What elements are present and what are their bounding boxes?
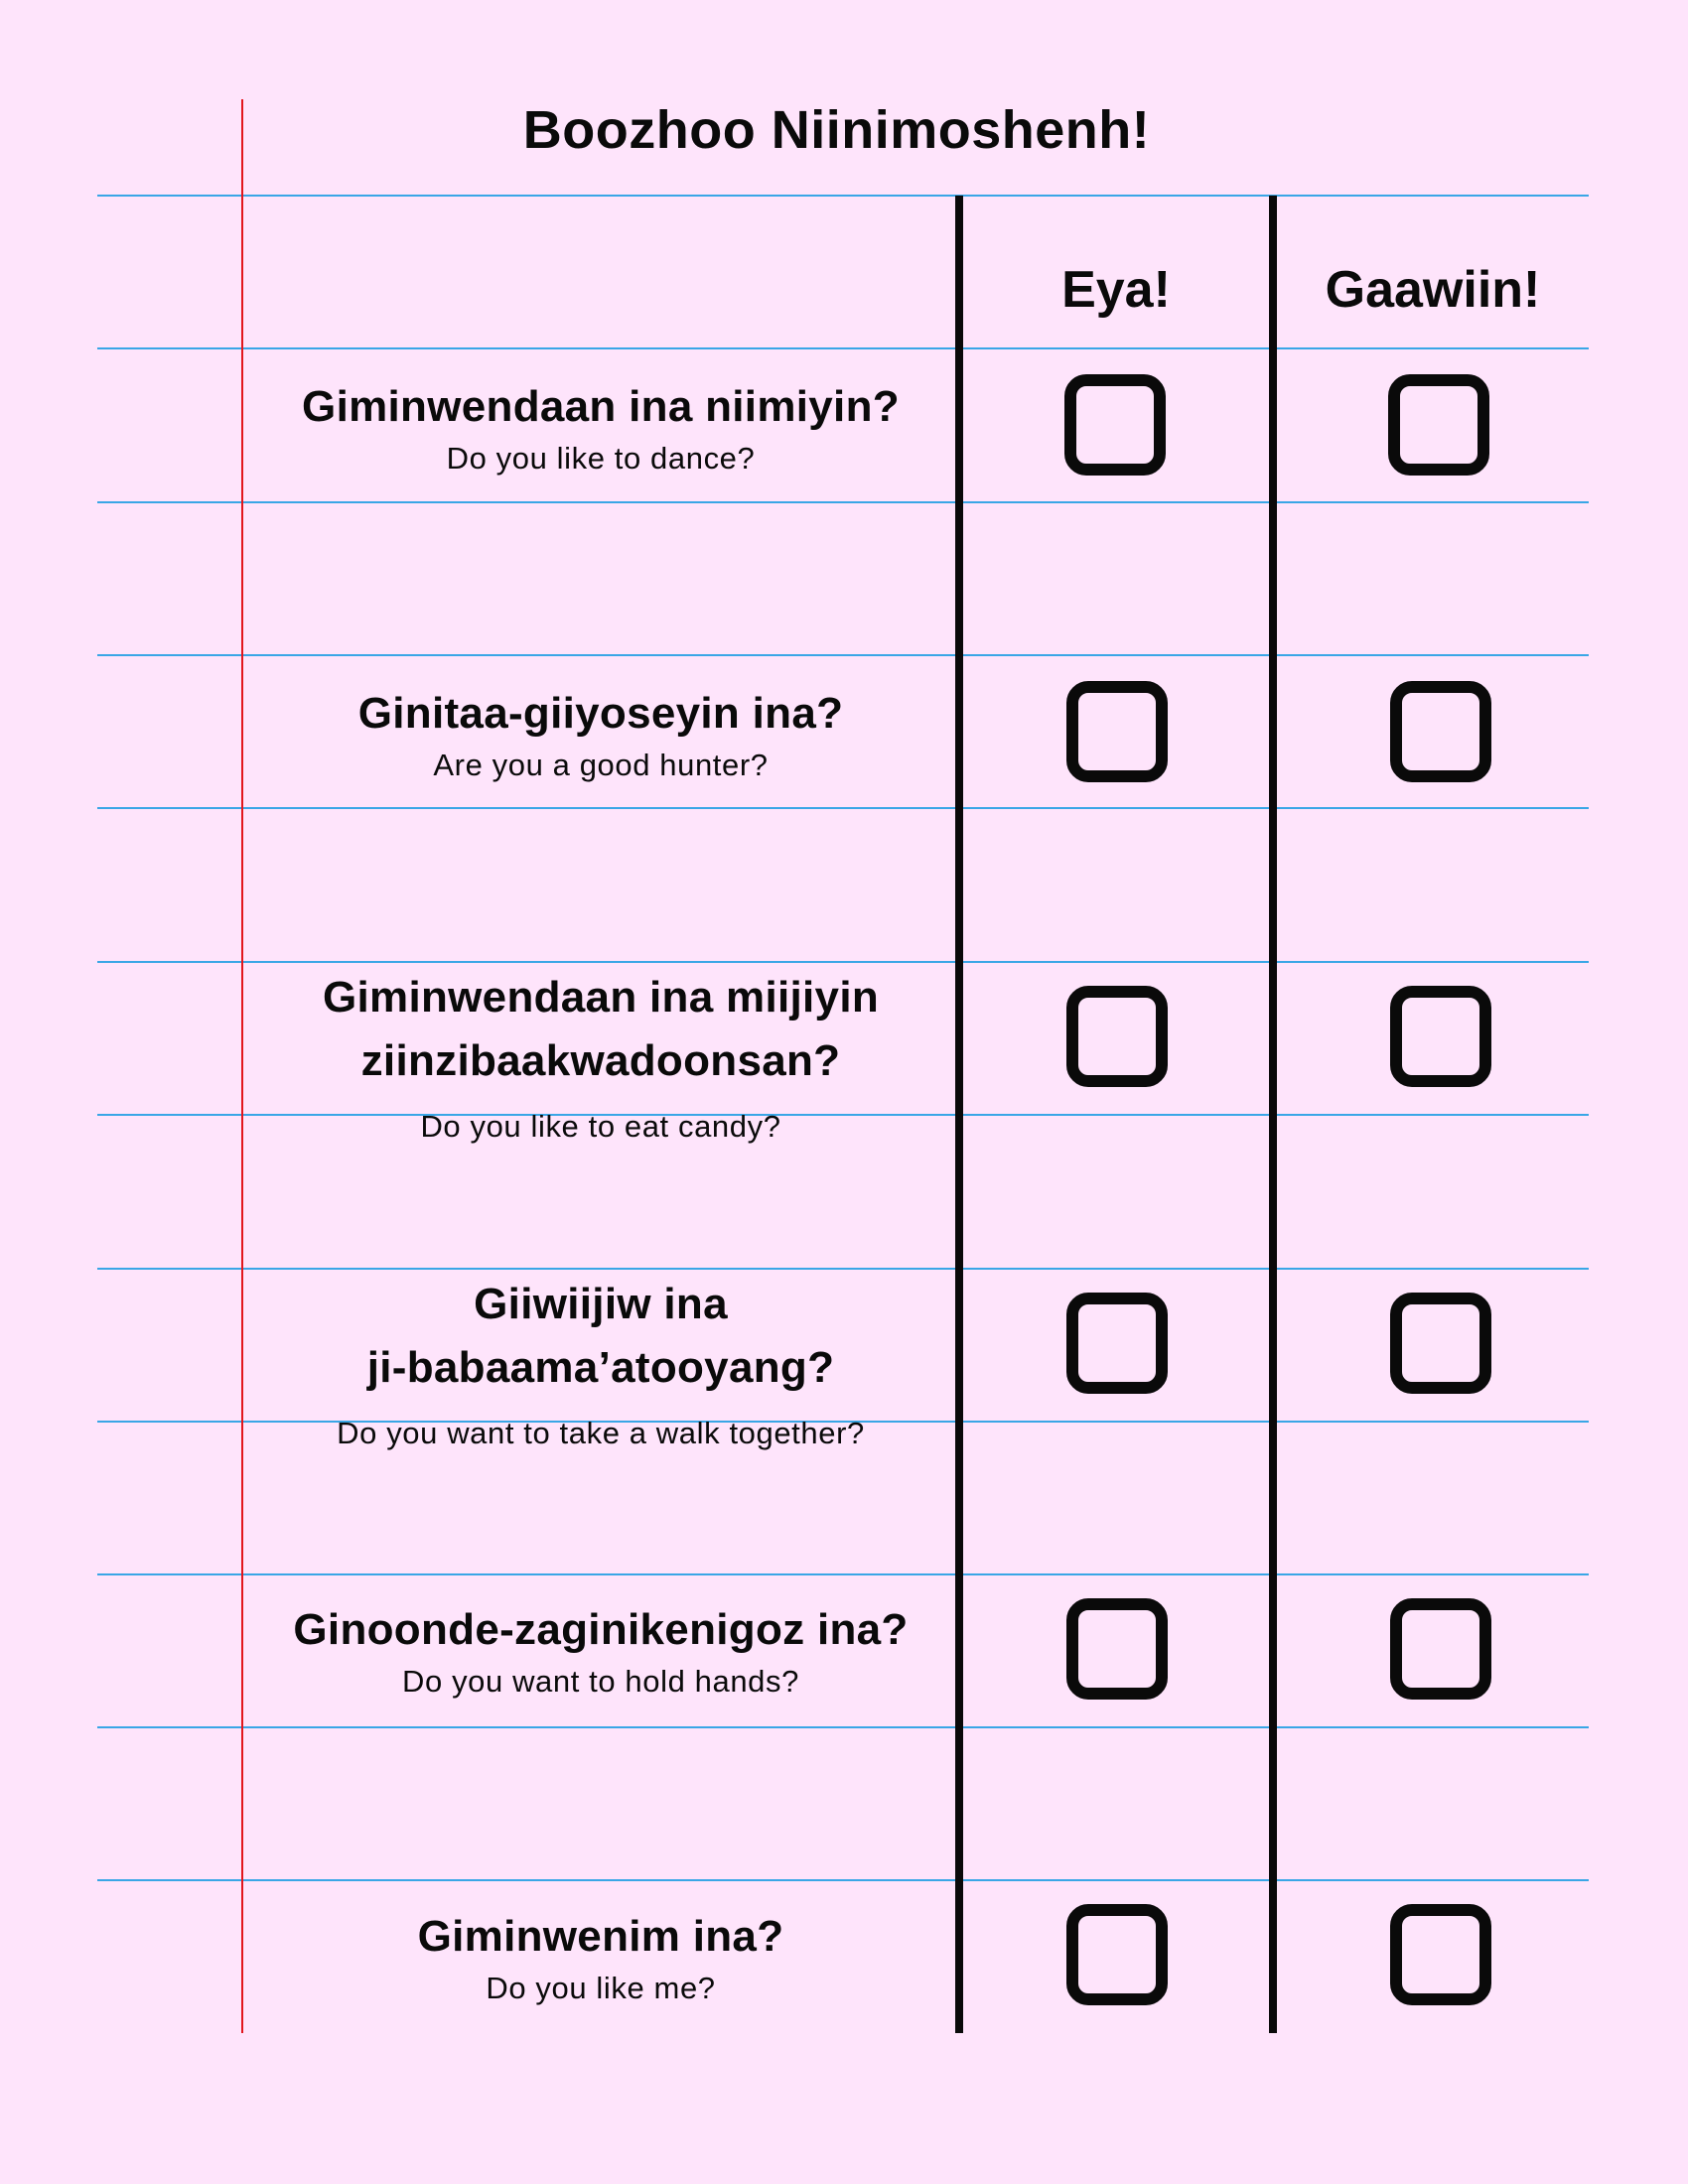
- question-english-text: Do you want to take a walk together?: [337, 1416, 865, 1450]
- ruled-line: [97, 961, 1589, 963]
- column-divider: [1269, 196, 1277, 2033]
- question-ojibwe-line2: ziinzibaakwadoonsan?: [360, 1036, 841, 1085]
- question-3: [248, 966, 953, 1147]
- question-english-text: Do you like me?: [486, 1971, 716, 2005]
- question-ojibwe-line1: Giminwendaan ina miijiyin: [322, 973, 880, 1022]
- ruled-line: [97, 807, 1589, 809]
- ruled-line: [97, 501, 1589, 503]
- question-ojibwe-text: Giminwenim ina?: [417, 1912, 784, 1961]
- margin-line: [241, 99, 243, 2033]
- no-checkbox-6[interactable]: [1390, 1904, 1491, 2005]
- question-english-text: Do you want to hold hands?: [402, 1664, 799, 1699]
- yes-column-header: Eya!: [1061, 261, 1171, 319]
- yes-checkbox-6[interactable]: [1066, 1904, 1168, 2005]
- no-checkbox-2[interactable]: [1390, 681, 1491, 782]
- question-english-text: Do you like to dance?: [446, 441, 756, 476]
- no-checkbox-4[interactable]: [1390, 1293, 1491, 1394]
- question-1: [248, 375, 953, 478]
- question-ojibwe-text: Ginoonde-zaginikenigoz ina?: [293, 1605, 909, 1654]
- question-5: [248, 1598, 953, 1702]
- no-checkbox-5[interactable]: [1390, 1598, 1491, 1700]
- question-ojibwe-line1: Giiwiijiw ina: [474, 1280, 728, 1328]
- no-checkbox-3[interactable]: [1390, 986, 1491, 1087]
- page-title: Boozhoo Niinimoshenh!: [522, 100, 1151, 160]
- column-divider: [955, 196, 963, 2033]
- ruled-line: [97, 1726, 1589, 1728]
- question-ojibwe-line2: ji-babaama’atooyang?: [366, 1343, 835, 1392]
- question-4: [248, 1273, 953, 1453]
- question-6: [248, 1905, 953, 2008]
- yes-checkbox-5[interactable]: [1066, 1598, 1168, 1700]
- question-ojibwe-text: Ginitaa-giiyoseyin ina?: [357, 689, 844, 738]
- ruled-line: [97, 1268, 1589, 1270]
- yes-checkbox-4[interactable]: [1066, 1293, 1168, 1394]
- ruled-line: [97, 347, 1589, 349]
- ruled-line: [97, 1573, 1589, 1575]
- yes-checkbox-2[interactable]: [1066, 681, 1168, 782]
- no-column-header: Gaawiin!: [1325, 261, 1541, 319]
- yes-checkbox-1[interactable]: [1064, 374, 1166, 476]
- no-checkbox-1[interactable]: [1388, 374, 1489, 476]
- question-ojibwe-text: Giminwendaan ina niimiyin?: [302, 382, 900, 431]
- question-english-text: Are you a good hunter?: [433, 748, 769, 782]
- yes-checkbox-3[interactable]: [1066, 986, 1168, 1087]
- ruled-line: [97, 1879, 1589, 1881]
- ruled-line: [97, 654, 1589, 656]
- question-2: [248, 682, 953, 785]
- question-english-text: Do you like to eat candy?: [420, 1109, 781, 1144]
- ruled-line: [97, 195, 1589, 197]
